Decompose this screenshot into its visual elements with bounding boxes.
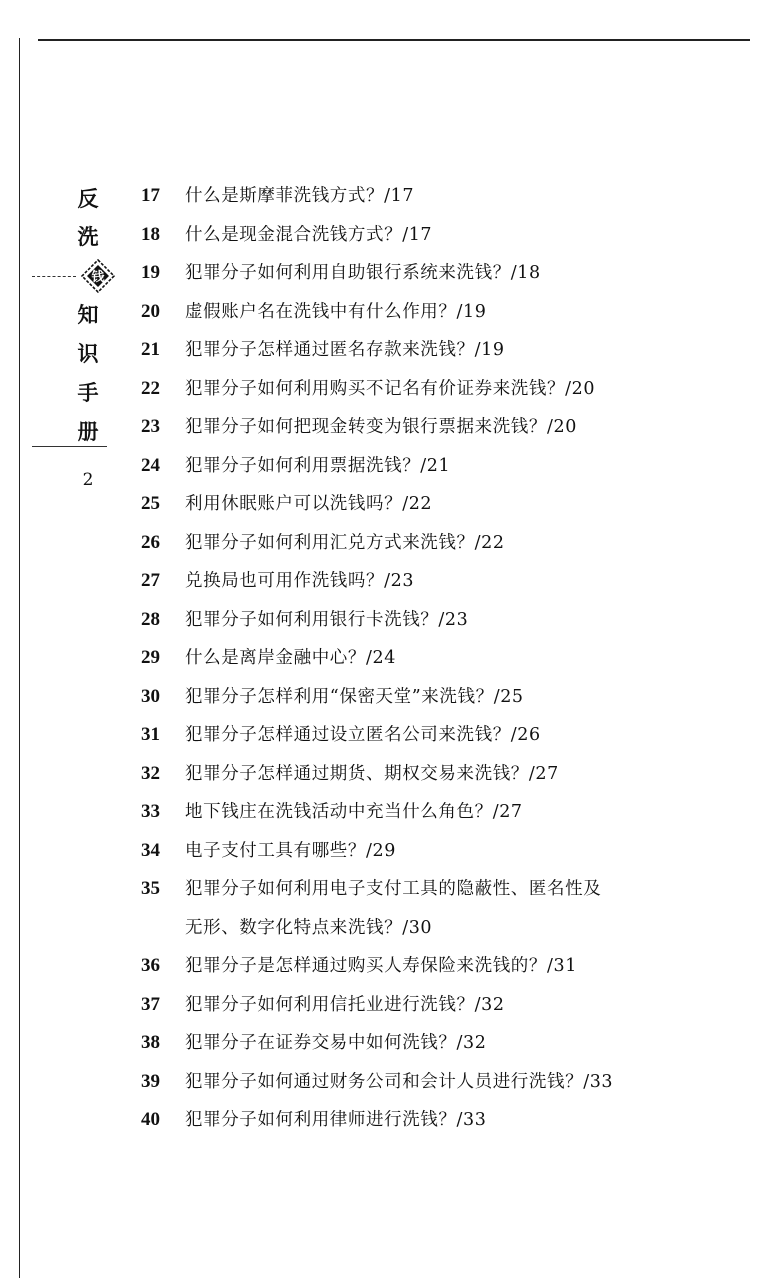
toc-entry	[130, 952, 690, 991]
toc-entry	[130, 991, 690, 1030]
toc-entry-number: 36	[141, 955, 160, 976]
toc-entry-title: 犯罪分子如何利用律师进行洗钱？/33	[185, 1110, 487, 1130]
toc-entry	[130, 683, 690, 722]
toc-entry	[130, 567, 690, 606]
toc-entry	[130, 837, 690, 876]
toc-entry-title: 什么是离岸金融中心？/24	[185, 648, 396, 668]
toc-entry	[130, 721, 690, 760]
toc-entry-number: 25	[141, 493, 160, 514]
toc-entry	[130, 1029, 690, 1068]
toc-entry-title: 犯罪分子如何利用票据洗钱？/21	[185, 455, 451, 476]
toc-entry-number: 37	[141, 993, 160, 1015]
sidebar-char: 册	[77, 419, 99, 444]
sidebar-char: 洗	[77, 224, 99, 249]
toc-entry-number: 18	[141, 223, 160, 245]
toc-entry-title: 利用休眠账户可以洗钱吗？/22	[185, 494, 433, 514]
toc-entry	[130, 644, 690, 683]
toc-entry	[130, 259, 690, 298]
toc-entry	[130, 221, 690, 260]
toc-entry-number: 19	[141, 262, 160, 283]
toc-entry-title: 犯罪分子如何利用自助银行系统来洗钱？/18	[185, 263, 541, 283]
toc-entry-title: 无形、数字化特点来洗钱？/30	[185, 917, 433, 938]
toc-entry-title: 犯罪分子怎样利用“保密天堂”来洗钱？/25	[185, 686, 524, 707]
page-number: 2	[82, 470, 94, 490]
toc-entry-title: 犯罪分子如何通过财务公司和会计人员进行洗钱？/33	[185, 1071, 614, 1092]
toc-entry-number: 26	[141, 531, 160, 553]
toc-entry-number: 21	[141, 339, 160, 360]
sidebar-char: 手	[77, 380, 99, 405]
toc-entry	[130, 875, 690, 952]
sidebar-char: 反	[77, 186, 99, 211]
sidebar-char: 识	[77, 341, 99, 366]
toc-entry-title: 犯罪分子如何利用信托业进行洗钱？/32	[185, 994, 505, 1015]
toc-entry	[130, 1106, 690, 1145]
toc-entry	[130, 1068, 690, 1107]
toc-entry-number: 39	[141, 1070, 160, 1092]
toc-entry-title: 犯罪分子如何利用银行卡洗钱？/23	[185, 609, 469, 630]
toc-entry-number: 29	[141, 647, 160, 668]
toc-entry-title: 地下钱庄在洗钱活动中充当什么角色？/27	[185, 802, 523, 822]
toc-entry	[130, 336, 690, 375]
toc-entry-number: 38	[141, 1032, 160, 1053]
toc-entry-title: 兑换局也可用作洗钱吗？/23	[185, 571, 415, 591]
sidebar-char: 知	[77, 302, 99, 327]
toc-entry-number: 30	[141, 685, 160, 707]
toc-entry-number: 17	[141, 185, 160, 206]
toc-entry-number: 27	[141, 570, 160, 591]
emblem-label: 钱	[91, 270, 105, 285]
toc-entry-number: 23	[141, 416, 160, 437]
toc-entry-number: 28	[141, 608, 160, 630]
toc-entry-number: 22	[141, 377, 160, 399]
toc-entry-title: 犯罪分子是怎样通过购买人寿保险来洗钱的？/31	[185, 956, 577, 976]
toc-entry	[130, 182, 690, 221]
toc-entry-title: 虚假账户名在洗钱中有什么作用？/19	[185, 301, 487, 322]
toc-entry-title: 什么是斯摩菲洗钱方式？/17	[185, 186, 415, 206]
toc-entry-title: 犯罪分子如何利用购买不记名有价证券来洗钱？/20	[185, 378, 596, 399]
toc-entry-number: 40	[141, 1109, 160, 1130]
toc-entry	[130, 490, 690, 529]
toc-entry-title: 什么是现金混合洗钱方式？/17	[185, 224, 433, 245]
toc-entry-number: 34	[141, 839, 160, 861]
toc-entry	[130, 452, 690, 491]
toc-entry-number: 31	[141, 724, 160, 745]
toc-entry-title: 犯罪分子在证券交易中如何洗钱？/32	[185, 1033, 487, 1053]
toc-entry	[130, 413, 690, 452]
toc-entry	[130, 529, 690, 568]
toc-entry-number: 24	[141, 454, 160, 476]
toc-entry-number: 32	[141, 762, 160, 784]
toc-entry-title: 犯罪分子怎样通过期货、期权交易来洗钱？/27	[185, 763, 559, 784]
toc-entry	[130, 298, 690, 337]
toc-entry-title: 犯罪分子怎样通过匿名存款来洗钱？/19	[185, 340, 505, 360]
toc-entry	[130, 375, 690, 414]
toc-entry-title: 犯罪分子如何利用汇兑方式来洗钱？/22	[185, 532, 505, 553]
toc-entry-number: 33	[141, 801, 160, 822]
toc-entry-title: 犯罪分子怎样通过设立匿名公司来洗钱？/26	[185, 725, 541, 745]
toc-entry-number: 20	[141, 300, 160, 322]
toc-entry	[130, 798, 690, 837]
toc-entry-title: 犯罪分子如何把现金转变为银行票据来洗钱？/20	[185, 417, 577, 437]
toc-entry-title: 犯罪分子如何利用电子支付工具的隐蔽性、匿名性及	[185, 879, 602, 899]
toc-entry-title: 电子支付工具有哪些？/29	[185, 840, 396, 861]
toc-entry-number: 35	[141, 878, 160, 899]
toc-entry	[130, 760, 690, 799]
toc-entry	[130, 606, 690, 645]
